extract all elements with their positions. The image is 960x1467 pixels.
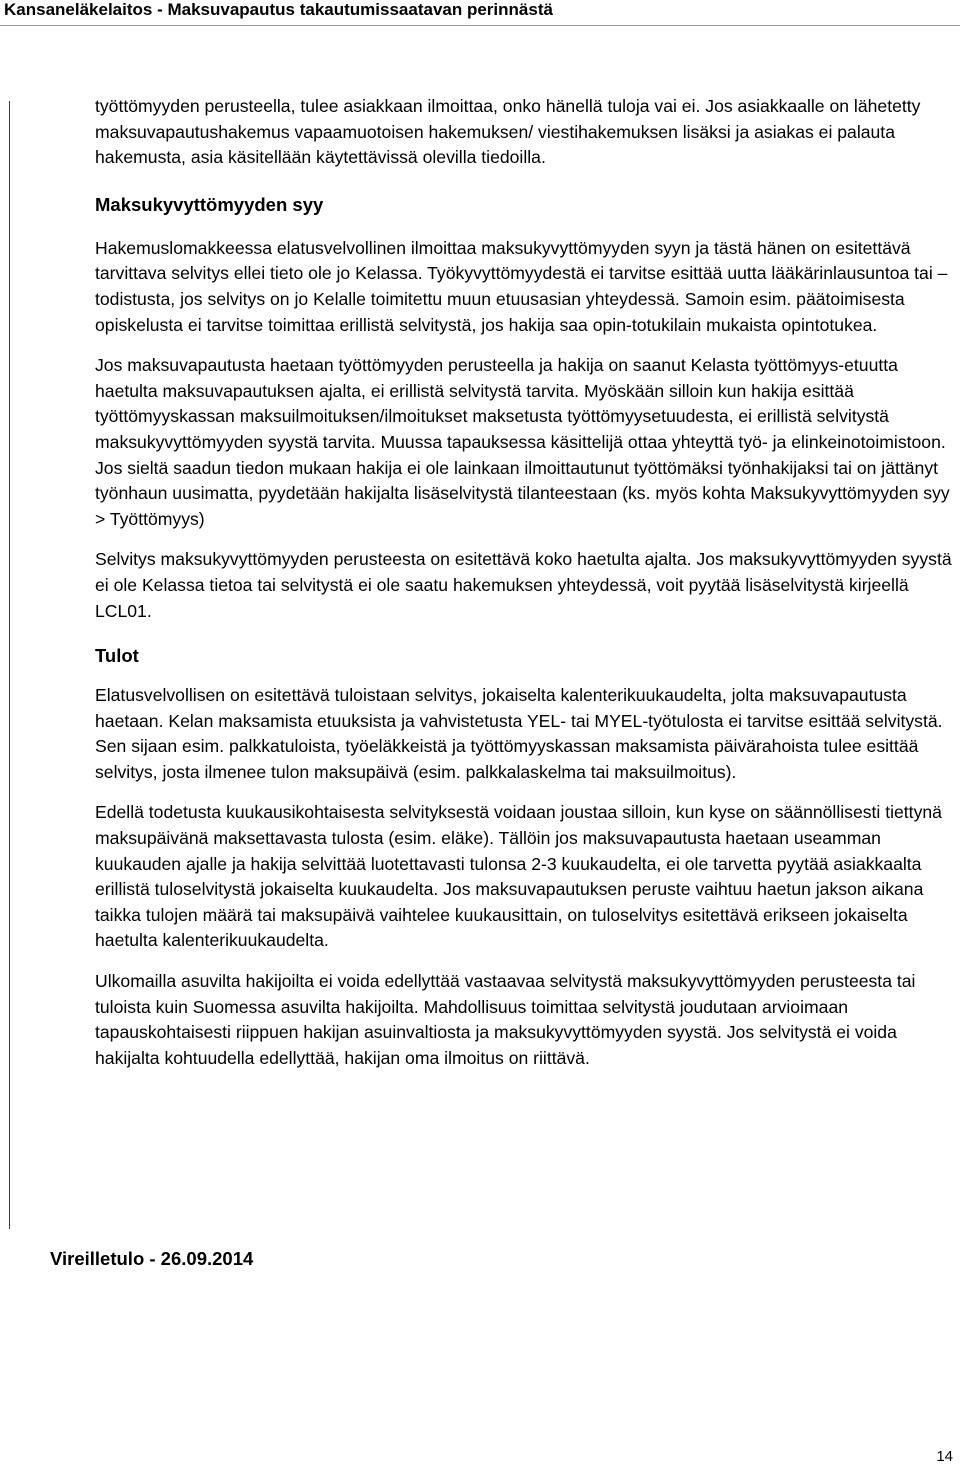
page-number: 14: [936, 1448, 953, 1465]
document-title: Kansaneläkelaitos - Maksuvapautus takautumissaatavan perinnästä: [4, 0, 553, 19]
tulot-paragraph: Edellä todetusta kuukausikohtaisesta selvityksestä voidaan joustaa silloin, kun kyse on säännöllisesti tiettynä maksupäivänä maksettavasta tulosta (esim. eläke). Tällöin jos maksuvapautusta haetaan useamman kuukauden ajalle ja hakija selvittää luotettavasti tulonsa 2-3 kuukaudelta, ei ole tarvetta pyytää asiakkaalta erillistä tuloselvitystä jokaiselta kuukaudelta. Jos maksuvapautuksen peruste vaihtuu haetun jakson aikana taikka tulojen määrä tai maksupäivä vaihtelee kuukausittain, on tuloselvitys esitettävä erikseen jokaiselta haetulta kalenterikuukaudelta.: [95, 802, 942, 951]
change-margin-bar: [9, 101, 10, 1229]
syy-paragraph: Jos maksuvapautusta haetaan työttömyyden perusteella ja hakija on saanut Kelasta työttömyys-etuutta haetulta maksuvapautuksen ajalta, ei erillistä selvitystä tarvita. Myöskään silloin kun hakija esittää työttömyyskassan maksuilmoituksen/ilmoitukset maksetusta työttömyysetuudesta, ei erillistä selvitystä maksukyvyttömyyden syystä tarvita. Muussa tapauksessa käsittelijä ottaa yhteyttä työ- ja elinkeinotoimistoon. Jos sieltä saadun tiedon mukaan hakija ei ole lainkaan ilmoittautunut työttömäksi työnhakijaksi tai on jättänyt työnhaun uusimatta, pyydetään hakijalta lisäselvitystä tilanteestaan (ks. myös kohta Maksukyvyttömyyden syy > Työttömyys): [95, 355, 950, 529]
syy-paragraph: Selvitys maksukyvyttömyyden perusteesta on esitettävä koko haetulta ajalta. Jos maksukyvyttömyyden syystä ei ole Kelassa tietoa tai selvitystä ei ole saatu hakemuksen yhteydessä, voit pyytää lisäselvitystä kirjeellä LCL01.: [95, 549, 952, 621]
syy-paragraph: Hakemuslomakkeessa elatusvelvollinen ilmoittaa maksukyvyttömyyden syyn ja tästä hänen on esitettävä tarvittava selvitys ellei tieto ole jo Kelassa. Työkyvyttömyydestä ei tarvitse esittää uutta lääkärinlausuntoa tai –todistusta, jos selvitys on jo Kelalle toimitettu muun etuusasian yhteydessä. Samoin esim. päätoimisesta opiskelusta ei tarvitse toimittaa erillistä selvitystä, jos hakija saa opin-totukilain mukaista opintotukea.: [95, 237, 948, 335]
tulot-paragraph: Ulkomailla asuvilta hakijoilta ei voida edellyttää vastaavaa selvitystä maksukyvyttömyyden perusteesta tai tuloista kuin Suomessa asuvilta hakijoilta. Mahdollisuus toimittaa selvitystä joudutaan arvioimaan tapauskohtaisesti riippuen hakijan asuinvaltiosta ja maksukyvyttömyyden syystä. Jos selvitystä ei voida hakijalta kohtuudella edellyttää, hakijan oma ilmoitus on riittävä.: [95, 971, 916, 1068]
intro-paragraph: työttömyyden perusteella, tulee asiakkaan ilmoittaa, onko hänellä tuloja vai ei. Jos asiakkaalle on lähetetty maksuvapautushakemus vapaamuotoisen hakemuksen/ viestihakemuksen lisäksi ja asiakas ei palauta hakemusta, asia käsitellään käytettävissä olevilla tiedoilla.: [95, 96, 921, 168]
vireilletulo-date: Vireilletulo - 26.09.2014: [50, 1248, 254, 1269]
section-heading-tulot: Tulot: [95, 645, 139, 667]
page-header: [0, 0, 960, 26]
tulot-paragraph: Elatusvelvollisen on esitettävä tuloistaan selvitys, jokaiselta kalenterikuukaudelta, jolta maksuvapautusta haetaan. Kelan maksamista etuuksista ja vahvistetusta YEL- tai MYEL-työtulosta ei tarvitse esittää selvitystä. Sen sijaan esim. palkkatuloista, työeläkkeistä ja työttömyyskassan maksamista päivärahoista tulee esittää selvitys, josta ilmenee tulon maksupäivä (esim. palkkalaskelma tai maksuilmoitus).: [95, 685, 943, 782]
section-heading-maksukyvyttomyyden-syy: Maksukyvyttömyyden syy: [95, 193, 324, 215]
document-body: [95, 94, 957, 1071]
